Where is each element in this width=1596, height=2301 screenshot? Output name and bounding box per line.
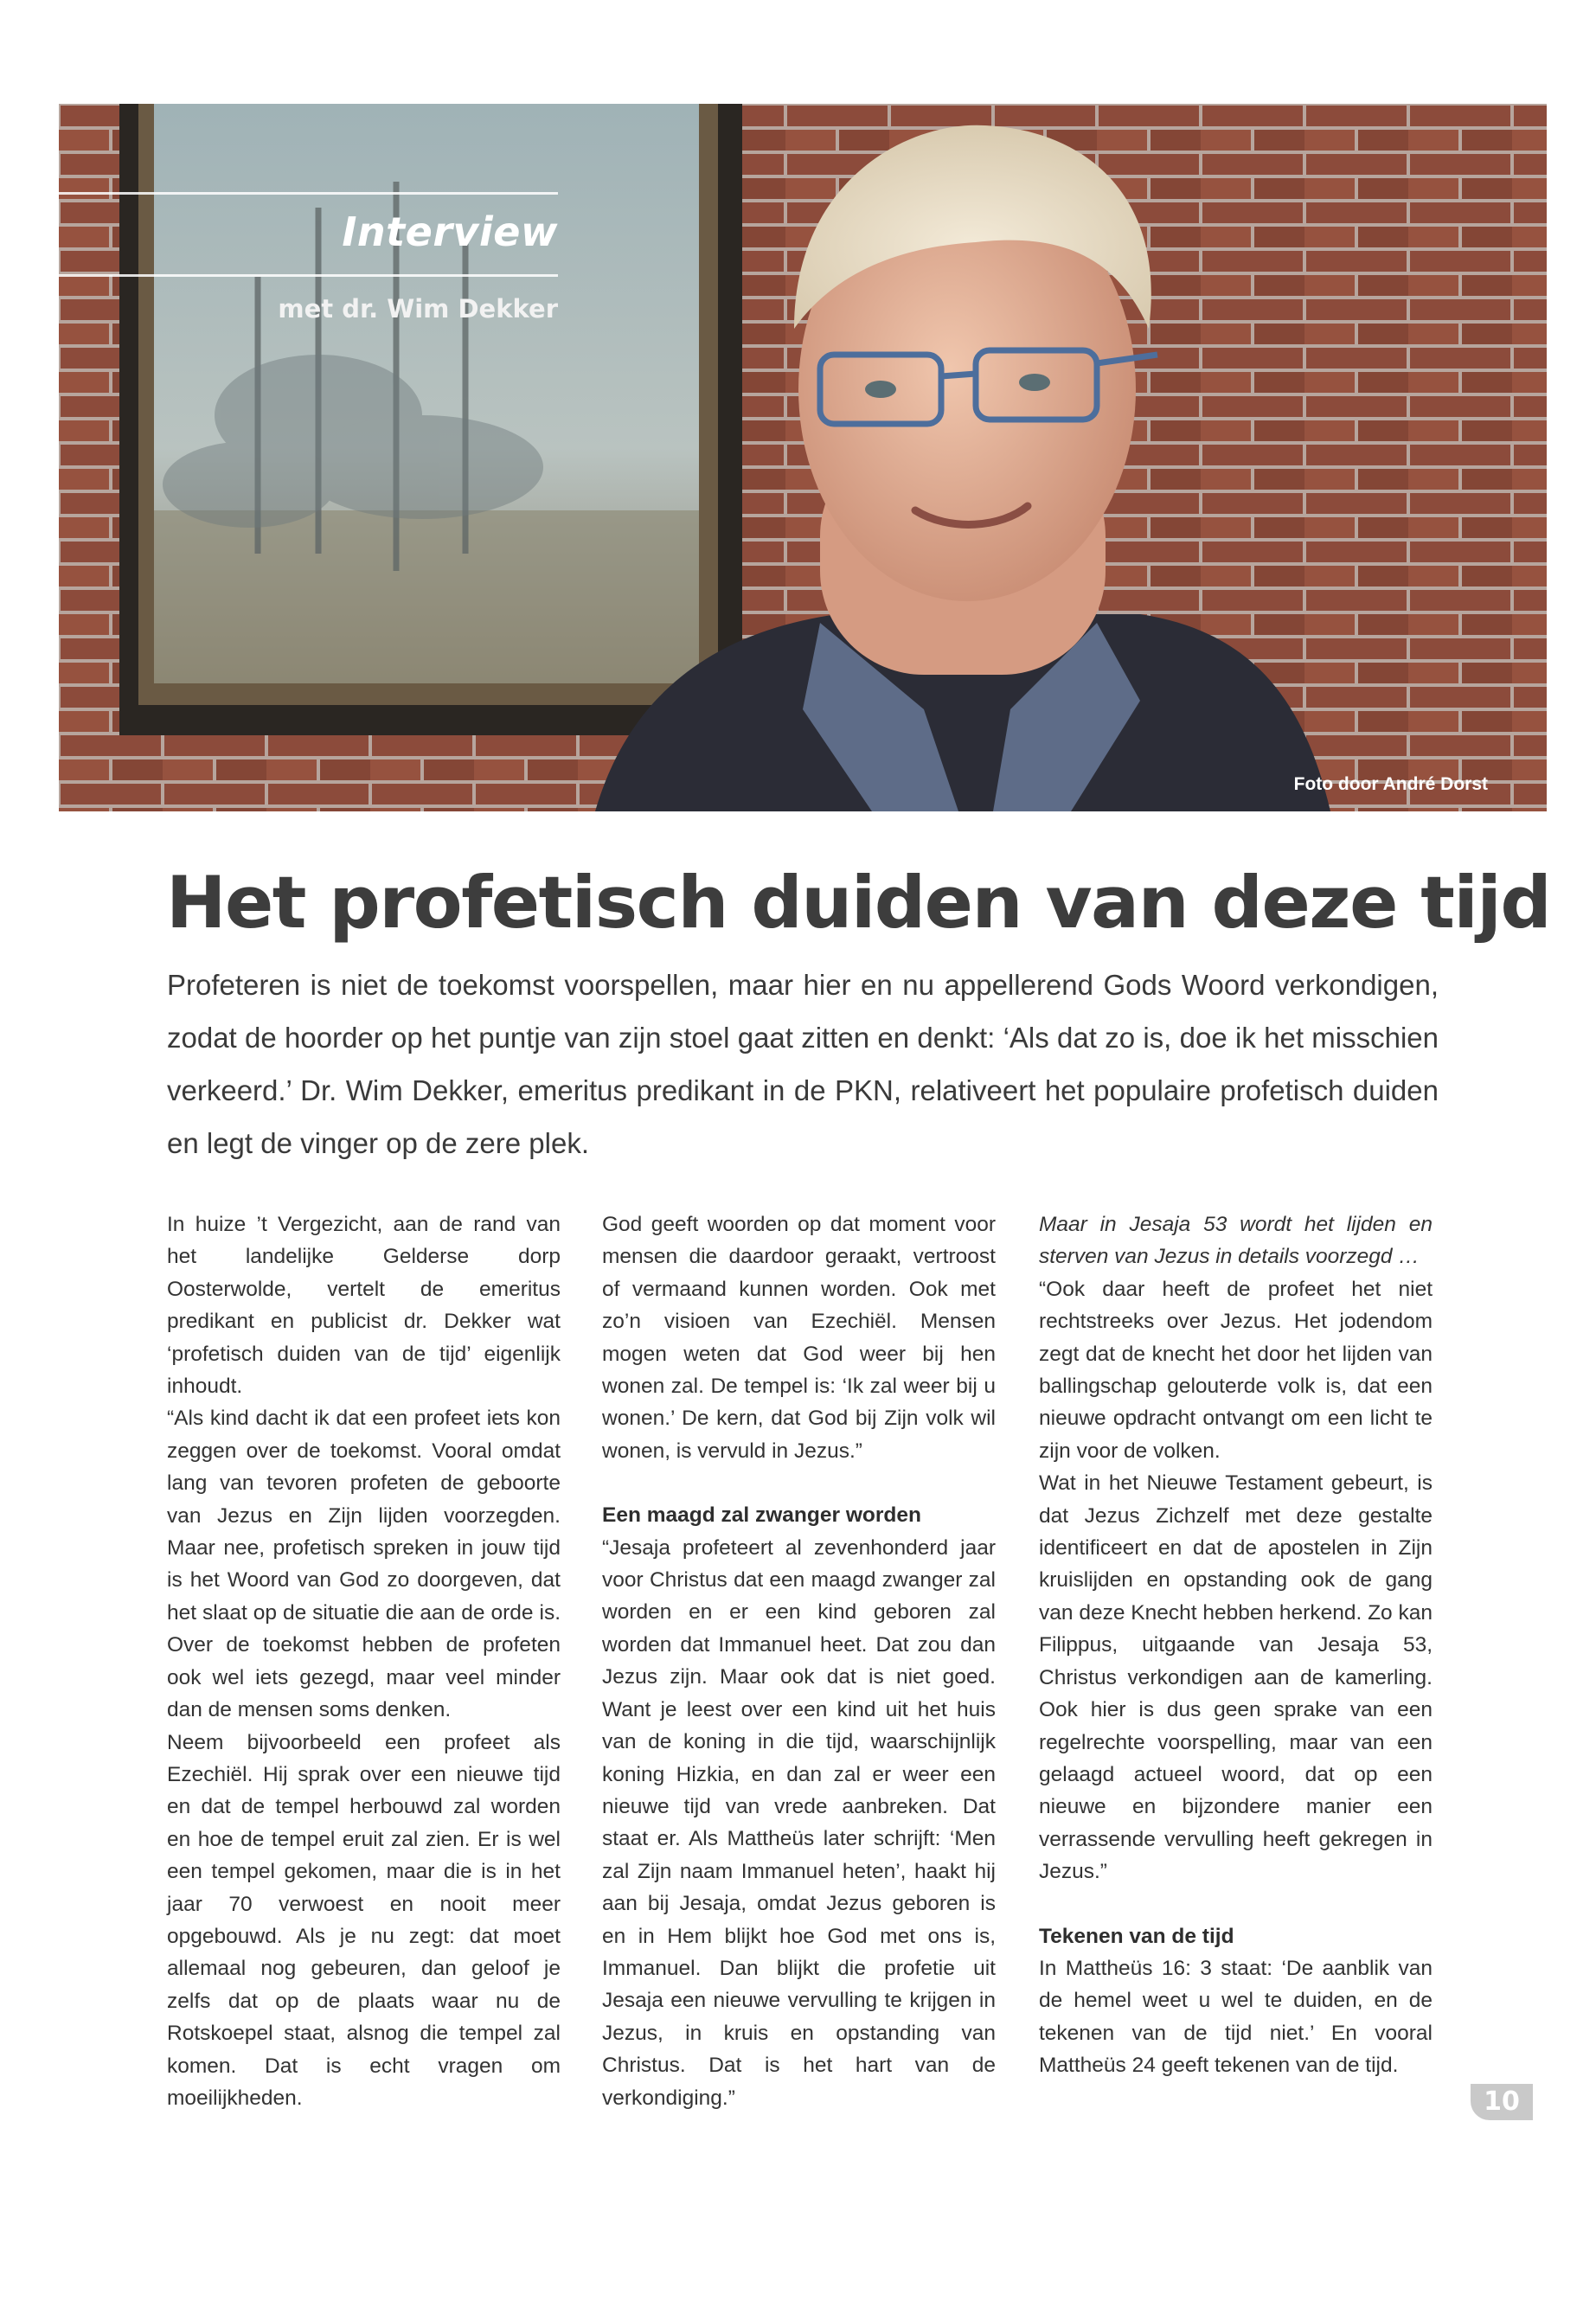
article-column-3	[1039, 1208, 1433, 2082]
interviewee-subtitle: met dr. Wim Dekker	[278, 294, 558, 324]
photo-credit: Foto door André Dorst	[1293, 774, 1488, 794]
interview-question: Maar in Jesaja 53 wordt het lijden en sterven van Jezus in details voorzegd …	[1039, 1213, 1433, 1269]
section-heading: Een maagd zal zwanger worden	[602, 1503, 921, 1528]
interview-kicker: Interview	[342, 208, 558, 255]
section-heading: Tekenen van de tijd	[1039, 1924, 1234, 1948]
paragraph: “Jesaja profeteert al zevenhonderd jaar voor Christus dat een maagd zwanger zal worden en er een kind geboren zal worden dat Immanuel heet. Dat zou dan Jezus zijn. Maar ook dat is niet goed. Want je leest over een kind uit het huis van de koning in die tijd, waarschijnlijk koning Hizkia, en dan zal er weer een nieuwe tijd van vrede aanbreken. Dat staat er. Als Mattheüs later schrijft: ‘Men zal Zijn naam Immanuel heten’, haakt hij aan bij Jesaja, omdat Jezus geboren is en in Hem blijkt hoe God met ons is, Immanuel. Dan blijkt die profetie uit Jesaja een nieuwe vervulling te krijgen in Jezus, in kruis en opstanding van Christus. Dat is het hart van de verkondiging.”	[602, 1535, 996, 2110]
page-number: 10	[1484, 2086, 1520, 2117]
paragraph: In Mattheüs 16: 3 staat: ‘De aanblik van de hemel weet u wel te duiden, en de tekenen van de tijd niet.’ En vooral Mattheüs 24 geeft tekenen van de tijd.	[1039, 1956, 1433, 2078]
interview-kicker-frame	[59, 192, 558, 277]
article-column-1	[167, 1208, 561, 2114]
paragraph: Neem bijvoorbeeld een profeet als Ezechiël. Hij sprak over een nieuwe tijd en dat de tempel herbouwd zal worden en hoe de tempel eruit zal zien. Er is wel een tempel gekomen, maar die is in het jaar 70 verwoest en nooit meer opgebouwd. Als je nu zegt: dat moet allemaal nog gebeuren, dan geloof je zelfs dat op de plaats waar nu de Rotskoepel staat, alsnog die tempel zal komen. Dat is echt vragen om moeilijkheden.	[167, 1730, 561, 2110]
article-lead: Profeteren is niet de toekomst voorspellen, maar hier en nu appellerend Gods Woord verkondigen, zodat de hoorder op het puntje van zijn stoel gaat zitten en denkt: ‘Als dat zo is, doe ik het misschien verkeerd.’ Dr. Wim Dekker, emeritus predikant in de PKN, relativeert het populaire profetisch duiden en legt de vinger op de zere plek.	[167, 969, 1439, 1159]
article-headline: Het profetisch duiden van deze tijd	[166, 861, 1551, 945]
article-column-2	[602, 1208, 996, 2114]
paragraph: “Ook daar heeft de profeet het niet rechtstreeks over Jezus. Het jodendom zegt dat de knecht het door het lijden van ballingschap gelouterde volk is, dat een nieuwe opdracht ontvangt om een licht te zijn voor de volken.	[1039, 1277, 1433, 1463]
paragraph: Wat in het Nieuwe Testament gebeurt, is dat Jezus Zichzelf met deze gestalte identificeert en dat de apostelen in Zijn kruislijden en opstanding ook de gang van deze Knecht hebben herkend. Zo kan Filippus, uitgaande van Jesaja 53, Christus verkondigen aan de kamerling. Ook hier is dus geen sprake van een regelrechte voorspelling, maar van een gelaagd actueel woord, dat op een nieuwe en bijzondere manier een verrassende vervulling heeft gekregen in Jezus.”	[1039, 1471, 1433, 1884]
paragraph: “Als kind dacht ik dat een profeet iets kon zeggen over de toekomst. Vooral omdat lang van tevoren profeten de geboorte van Jezus en Zijn lijden voorzegden. Maar nee, profetisch spreken in jouw tijd is het Woord van God zo doorgeven, dat het slaat op de situatie die aan de orde is. Over de toekomst hebben de profeten ook wel iets gezegd, maar veel minder dan de mensen soms denken.	[167, 1407, 561, 1722]
paragraph: In huize ’t Vergezicht, aan de rand van het landelijke Gelderse dorp Oosterwolde, vertelt de emeritus predikant en publicist dr. Dekker wat ‘profetisch duiden van de tijd’ eigenlijk inhoudt.	[167, 1213, 561, 1399]
paragraph: God geeft woorden op dat moment voor mensen die daardoor geraakt, vertroost of vermaand kunnen worden. Ook met zo’n visioen van Ezechiël. Mensen mogen weten dat God weer bij hen wonen zal. De tempel is: ‘Ik zal weer bij u wonen.’ De kern, dat God bij Zijn volk wil wonen, is vervuld in Jezus.”	[602, 1213, 996, 1463]
